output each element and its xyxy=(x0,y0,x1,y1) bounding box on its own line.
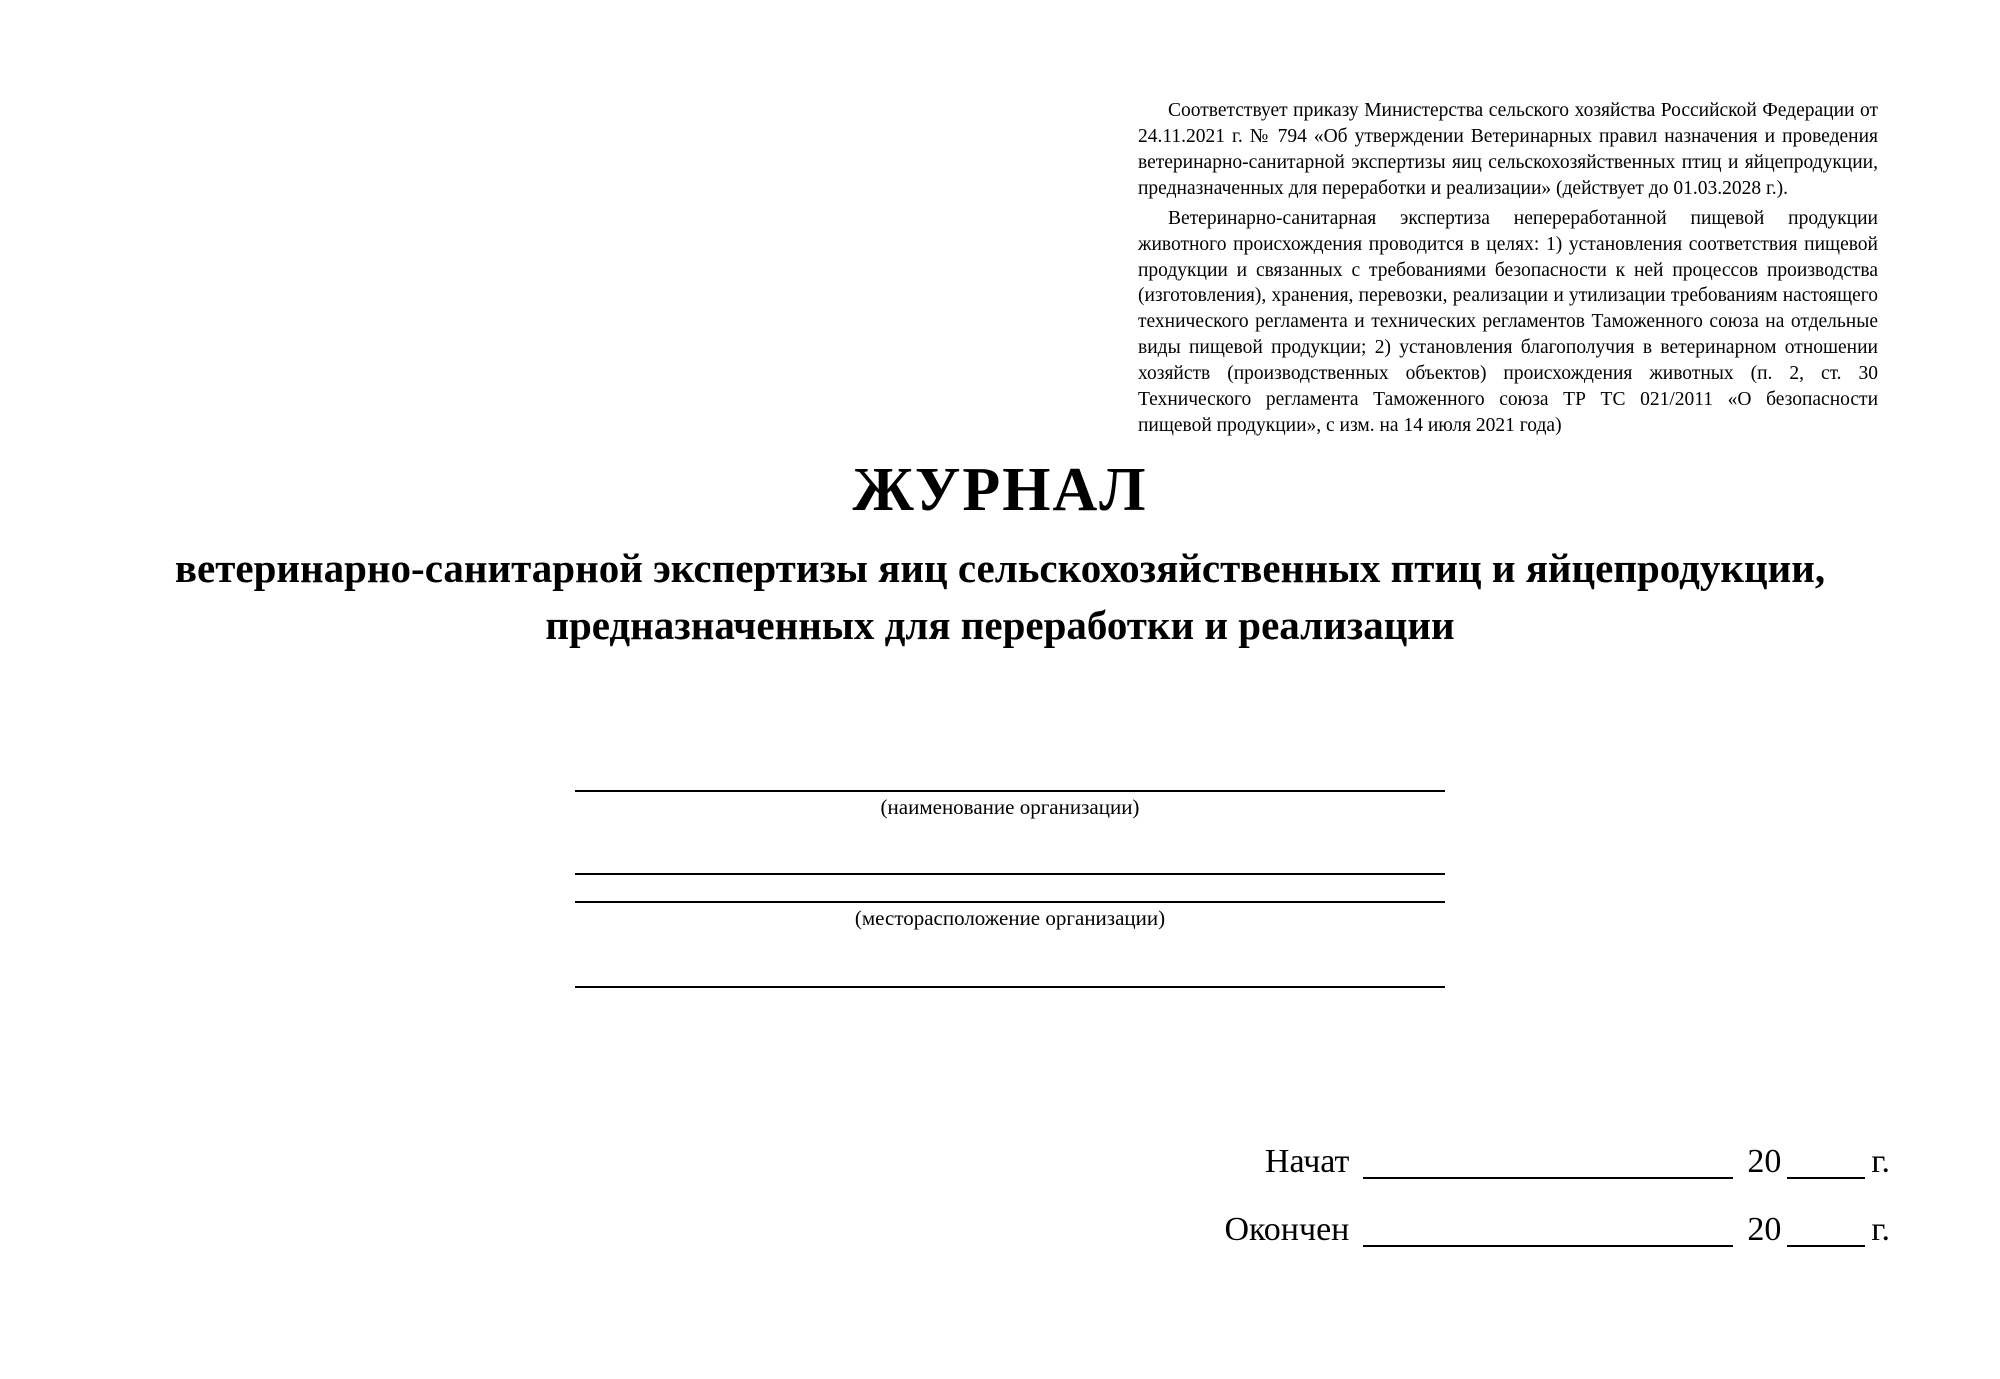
end-year-prefix: 20 xyxy=(1747,1211,1782,1248)
start-date-row xyxy=(1224,1145,1890,1179)
fill-in-fields xyxy=(575,790,1445,988)
end-year-input[interactable] xyxy=(1787,1215,1865,1247)
start-year-suffix: г. xyxy=(1871,1143,1890,1180)
end-date-row xyxy=(1224,1213,1890,1247)
organization-name-caption: (наименование организации) xyxy=(880,795,1140,819)
start-date-input[interactable] xyxy=(1363,1147,1733,1179)
regulation-note-paragraph-1: Соответствует приказу Министерства сельского хозяйства Российской Федерации от 24.11.2021 г. № 794 «Об утверждении Ветеринарных правил назначения и проведения ветеринарно-санитарной экспертизы яиц сельскохозяйственных птиц и яйцепродукции, предназначенных для переработки и реализации» (действует до 01.03.2028 г.). xyxy=(1138,100,1878,199)
start-date-label: Начат xyxy=(1264,1143,1350,1180)
organization-location-line[interactable] xyxy=(575,901,1445,903)
organization-location-caption: (месторасположение организации) xyxy=(854,906,1166,931)
organization-name-line[interactable] xyxy=(575,790,1445,792)
end-date-label: Окончен xyxy=(1224,1211,1350,1248)
regulation-note xyxy=(1138,98,1878,439)
journal-dates xyxy=(1224,1145,1890,1281)
end-date-input[interactable] xyxy=(1363,1215,1733,1247)
start-year-input[interactable] xyxy=(1787,1147,1865,1179)
start-year-prefix: 20 xyxy=(1747,1143,1782,1180)
regulation-note-paragraph-2: Ветеринарно-санитарная экспертиза непереработанной пищевой продукции животного происхождения проводится в целях: 1) установления соответствия пищевой продукции и связанных с требованиями безопасности к ней процессов производства (изготовления), хранения, перевозки, реализации и утилизации требованиям настоящего технического регламента и технических регламентов Таможенного союза на отдельные виды пищевой продукции; 2) установления благополучия в ветеринарном отношении хозяйств (производственных объектов) происхождения животных (п. 2, ст. 30 Технического регламента Таможенного союза ТР ТС 021/2011 «О безопасности пищевой продукции», с изм. на 14 июля 2021 года) xyxy=(1138,207,1878,437)
end-year-suffix: г. xyxy=(1871,1211,1890,1248)
page-title: ЖУРНАЛ xyxy=(852,456,1148,524)
page-subtitle: ветеринарно-санитарной экспертизы яиц сельскохозяйственных птиц и яйцепродукции, предназначенных для переработки и реализации xyxy=(174,545,1826,648)
organization-location-line-2[interactable] xyxy=(575,986,1445,988)
